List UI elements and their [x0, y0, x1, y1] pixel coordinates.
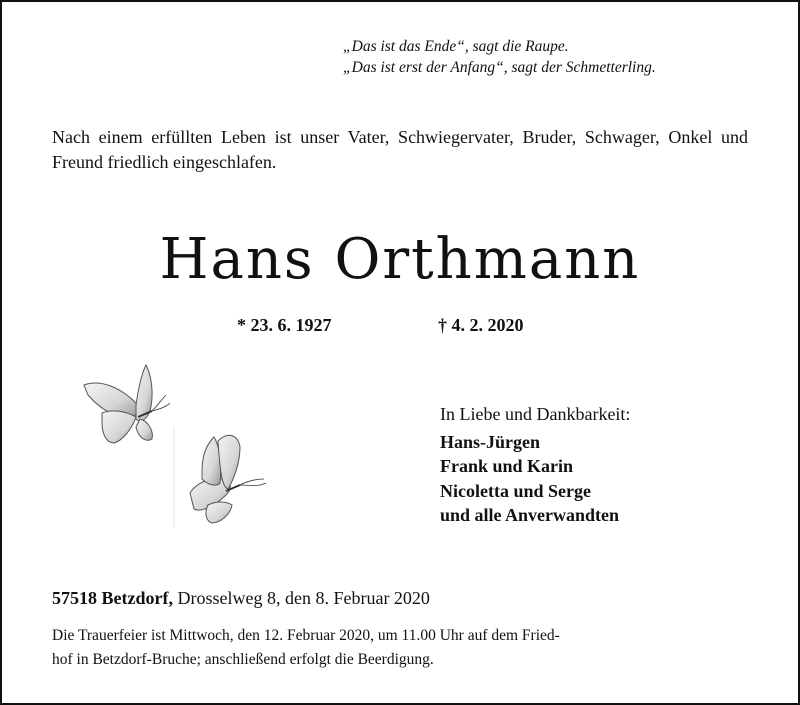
funeral-line-2: hof in Betzdorf-Bruche; anschließend erfolgt die Beerdigung.: [52, 651, 434, 668]
butterfly-upper-icon: [84, 365, 170, 443]
funeral-info: [52, 624, 752, 672]
quote-line-1: „Das ist das Ende“, sagt die Raupe.: [343, 38, 569, 55]
address-line: [52, 588, 430, 609]
thanks-line: In Liebe und Dankbarkeit:: [440, 404, 631, 424]
butterfly-lower-icon: [190, 435, 266, 523]
survivors-list: [440, 430, 619, 527]
list-item: und alle Anverwandten: [440, 504, 620, 525]
list-item: Nicoletta und Serge: [440, 480, 591, 501]
list-item: Hans-Jürgen: [440, 432, 541, 452]
address-rest: Drosselweg 8, den 8. Februar 2020: [172, 588, 430, 608]
funeral-line-1: Die Trauerfeier ist Mittwoch, den 12. Februar 2020, um 11.00 Uhr auf dem Fried-: [52, 627, 560, 644]
birth-date: * 23. 6. 1927: [237, 315, 332, 335]
quote-block: [343, 36, 656, 78]
two-butterflies-icon: [70, 355, 290, 535]
address-place: 57518 Betzdorf,: [52, 588, 173, 608]
list-item: Frank und Karin: [440, 456, 574, 477]
quote-line-2: „Das ist erst der Anfang“, sagt der Schmetterling.: [343, 59, 656, 76]
death-date: † 4. 2. 2020: [438, 315, 524, 335]
deceased-name: Hans Orthmann: [159, 227, 641, 292]
intro-text: Nach einem erfüllten Leben ist unser Vater, Schwiegervater, Bruder, Schwager, Onkel und Freund friedlich eingeschlafen.: [52, 127, 748, 172]
